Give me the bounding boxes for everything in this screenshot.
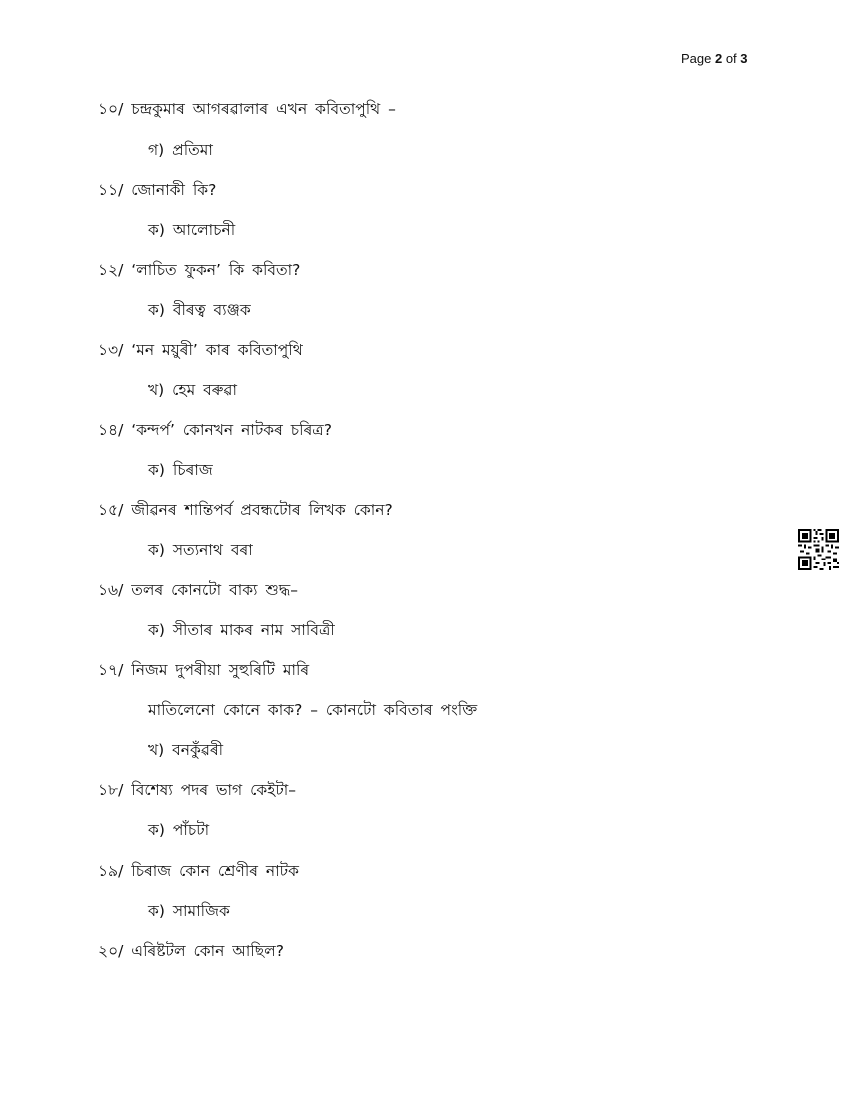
answer-13: খ) হেম বৰুৱা (148, 381, 237, 399)
question-17: ১৭/ নিজম দুপৰীয়া সুহুৰিটি মাৰি (98, 661, 310, 679)
page-number-total: 3 (740, 51, 748, 66)
answer-17: খ) বনকুঁৱৰী (148, 741, 224, 759)
question-20: ২০/ এৰিষ্টটল কোন আছিল? (98, 942, 284, 960)
question-10: ১০/ চন্দ্ৰকুমাৰ আগৰৱালাৰ এখন কবিতাপুথি – (98, 100, 396, 118)
page-number-current: 2 (714, 51, 723, 66)
answer-18: ক) পাঁচটা (148, 821, 210, 839)
question-18: ১৮/ বিশেষ্য পদৰ ভাগ কেইটা– (98, 781, 297, 799)
question-13: ১৩/ ‘মন ময়ুৰী’ কাৰ কবিতাপুথি (98, 341, 303, 359)
question-16: ১৬/ তলৰ কোনটো বাক্য শুদ্ধ– (98, 581, 298, 599)
answer-11: ক) আলোচনী (148, 221, 236, 239)
page-number-prefix: Page (681, 51, 715, 66)
answer-19: ক) সামাজিক (148, 902, 230, 920)
question-17-cont: মাতিলেনো কোনে কাক? – কোনটো কবিতাৰ পংক্তি (148, 701, 478, 719)
answer-14: ক) চিৰাজ (148, 461, 213, 479)
question-11: ১১/ জোনাকী কি? (98, 181, 217, 199)
question-15: ১৫/ জীৱনৰ শান্তিপৰ্ব প্ৰবন্ধটোৰ লিখক কোন? (98, 501, 393, 519)
answer-12: ক) বীৰত্ব ব্যঞ্জক (148, 301, 251, 319)
question-12: ১২/ ‘লাচিত ফুকন’ কি কবিতা? (98, 261, 301, 279)
answer-10: গ) প্ৰতিমা (148, 141, 213, 159)
page-number (681, 51, 748, 66)
qr-code-icon (798, 529, 839, 570)
answer-15: ক) সত্যনাথ বৰা (148, 541, 253, 559)
question-19: ১৯/ চিৰাজ কোন শ্ৰেণীৰ নাটক (98, 862, 299, 880)
page-number-of: of (722, 51, 741, 66)
answer-16: ক) সীতাৰ মাকৰ নাম সাবিত্ৰী (148, 621, 335, 639)
question-14: ১৪/ ‘কন্দৰ্প’ কোনখন নাটকৰ চৰিত্ৰ? (98, 421, 332, 439)
